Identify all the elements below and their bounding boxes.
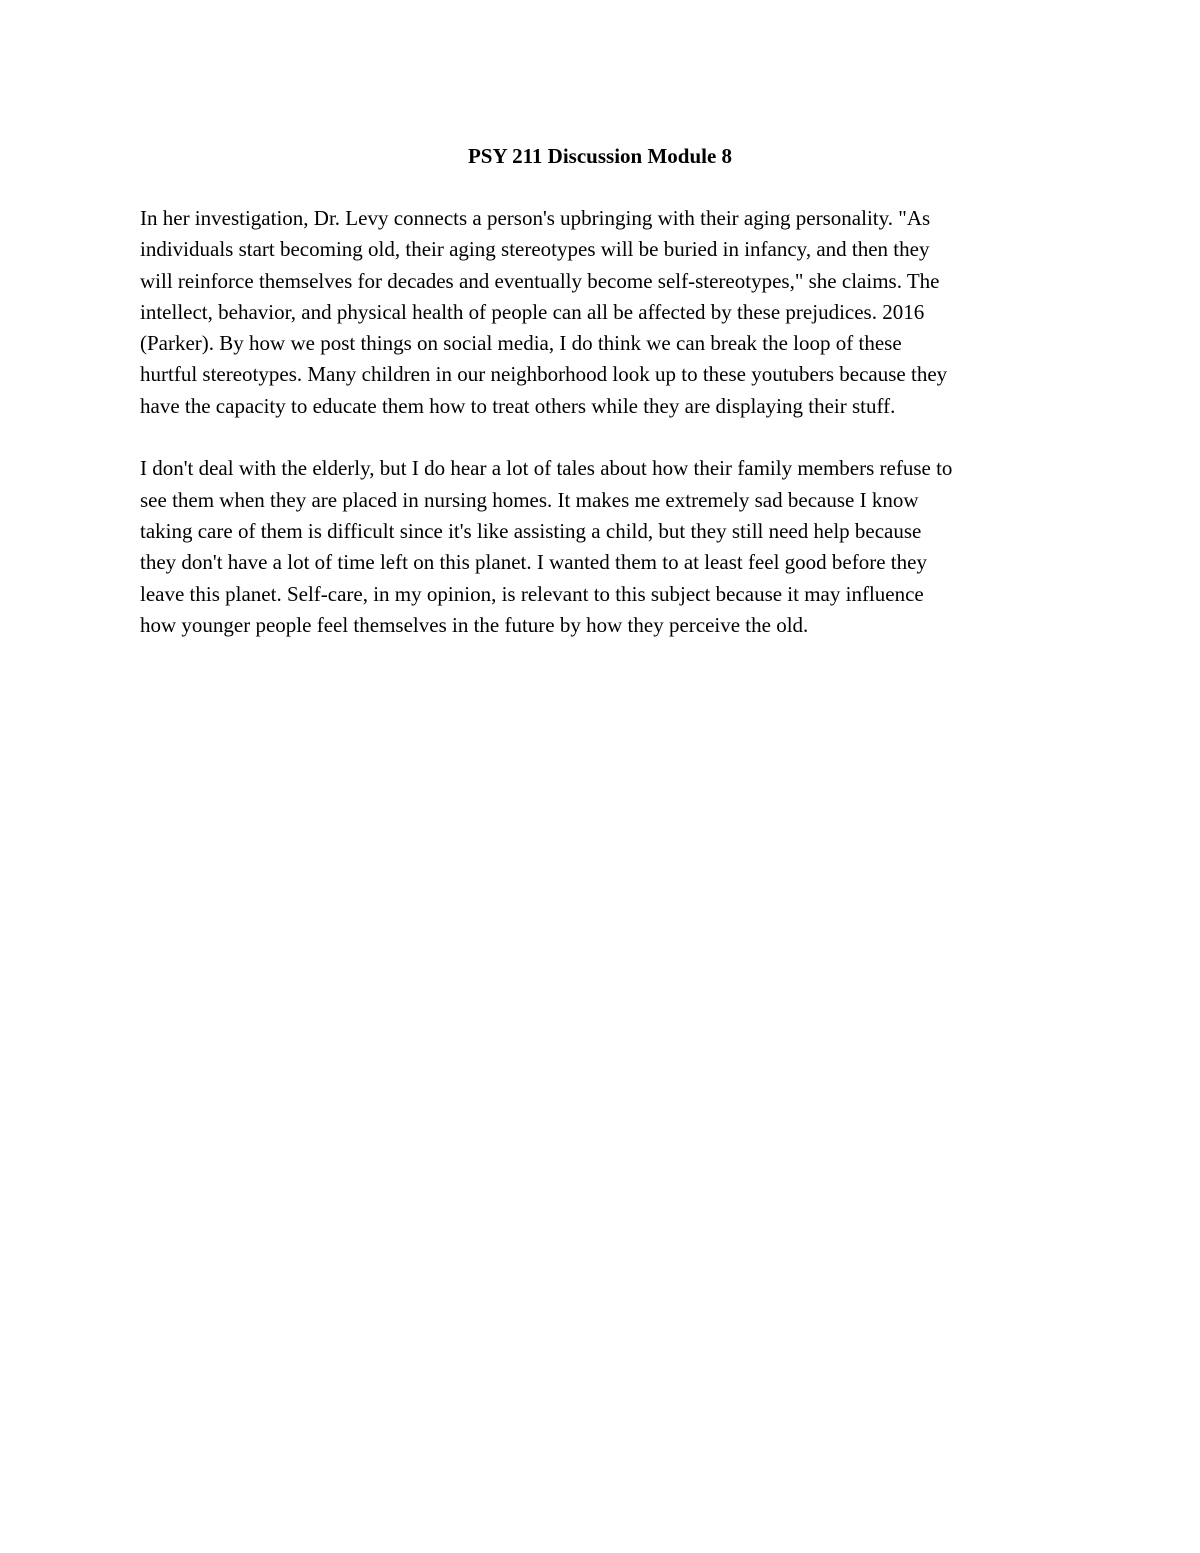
paragraph-line: see them when they are placed in nursing homes. It makes me extremely sad because I know xyxy=(140,487,919,512)
paragraph-line: how younger people feel themselves in the future by how they perceive the old. xyxy=(140,612,809,637)
paragraph-line: I don't deal with the elderly, but I do hear a lot of tales about how their family members refuse to xyxy=(140,456,953,481)
paragraph-line: they don't have a lot of time left on this planet. I wanted them to at least feel good before they xyxy=(140,550,927,575)
paragraph-line: In her investigation, Dr. Levy connects a person's upbringing with their aging personality. "As xyxy=(140,206,931,230)
paragraph-line: hurtful stereotypes. Many children in our neighborhood look up to these youtubers because they xyxy=(140,362,948,387)
paragraph-line: taking care of them is difficult since it's like assisting a child, but they still need help because xyxy=(140,518,922,543)
document-body xyxy=(140,203,1070,641)
paragraph-line: individuals start becoming old, their aging stereotypes will be buried in infancy, and then they xyxy=(140,237,930,262)
paragraph-spacer xyxy=(140,422,1070,453)
paragraph-1 xyxy=(140,203,1070,422)
paragraph-line: have the capacity to educate them how to treat others while they are displaying their stuff. xyxy=(140,393,896,418)
paragraph-line: intellect, behavior, and physical health of people can all be affected by these prejudices. 2016 xyxy=(140,299,925,324)
paragraph-line: (Parker). By how we post things on social media, I do think we can break the loop of these xyxy=(140,331,902,356)
paragraph-line: leave this planet. Self-care, in my opinion, is relevant to this subject because it may influence xyxy=(140,581,924,606)
document-title: PSY 211 Discussion Module 8 xyxy=(467,144,733,168)
paragraph-2 xyxy=(140,453,1070,641)
paragraph-line: will reinforce themselves for decades and eventually become self-stereotypes," she claims. The xyxy=(140,268,940,293)
